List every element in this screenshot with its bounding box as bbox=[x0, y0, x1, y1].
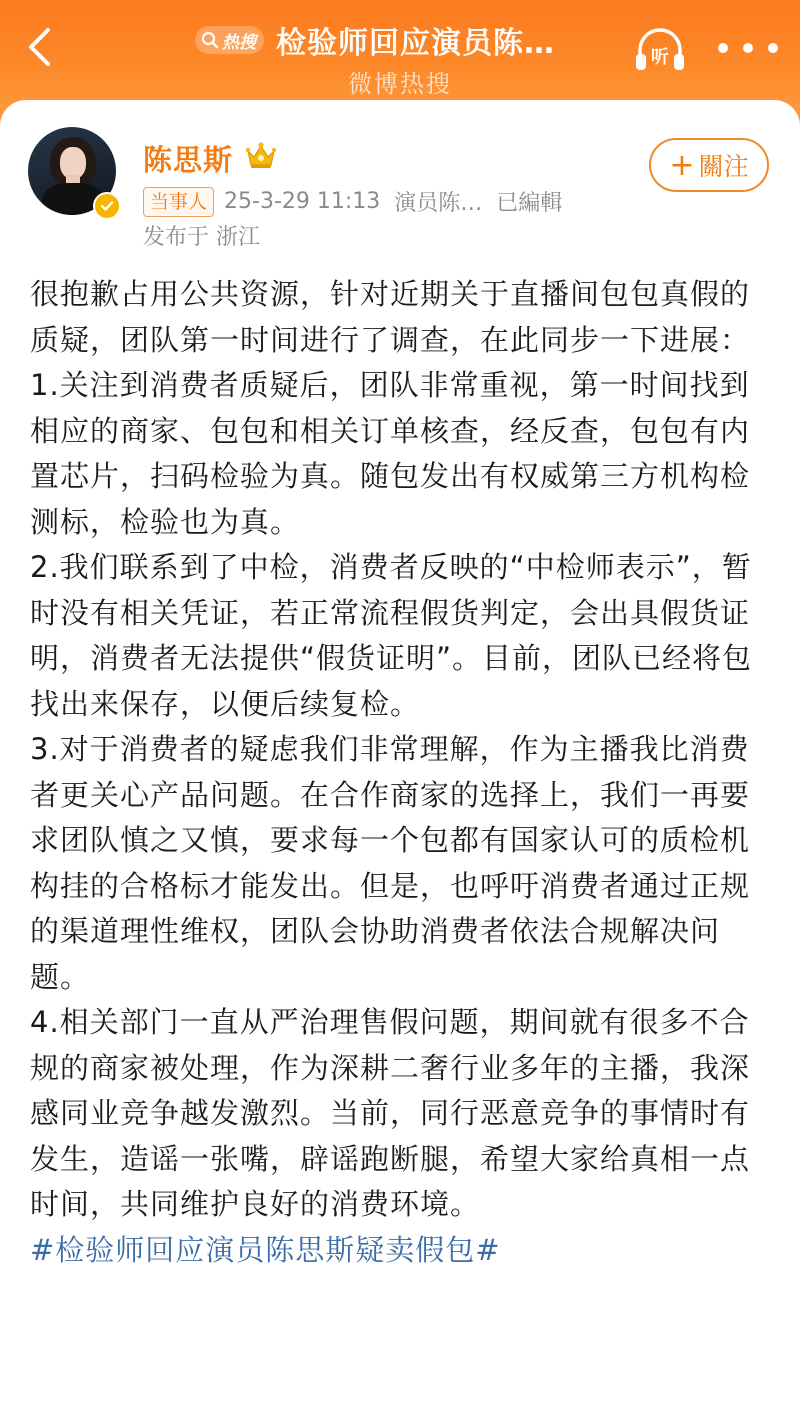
post-paragraph: 3.对于消费者的疑虑我们非常理解，作为主播我比消费者更关心产品问题。在合作商家的选择上，我们一再要求团队慎之又慎，要求每一个包都有国家认可的质检机构挂的合格标才能发出。但是，也呼吁消费者通过正规的渠道理性维权，团队会协助消费者依法合规解决问题。 bbox=[30, 732, 751, 994]
follow-button[interactable] bbox=[649, 138, 769, 192]
topic-title-group[interactable] bbox=[195, 18, 555, 62]
hashtag-link[interactable]: #检验师回应演员陈思斯疑卖假包# bbox=[30, 1232, 501, 1267]
party-tag: 当事人 bbox=[143, 187, 214, 217]
post-location: 发布于 浙江 bbox=[143, 225, 260, 250]
dot-icon bbox=[718, 43, 728, 53]
hot-search-badge bbox=[195, 26, 264, 54]
post-body bbox=[30, 272, 772, 1273]
listen-button[interactable] bbox=[632, 24, 688, 76]
post-paragraph: 2.我们联系到了中检，消费者反映的“中检师表示”，暂时没有相关凭证，若正常流程假货判定，会出具假货证明，消费者无法提供“假货证明”。目前，团队已经将包找出来保存，以便后续复检。 bbox=[30, 550, 753, 721]
follow-label: 關注 bbox=[698, 152, 749, 181]
topic-title: 检验师回应演员陈… bbox=[276, 26, 555, 61]
dot-icon bbox=[768, 43, 778, 53]
listen-label: 听 bbox=[651, 47, 669, 68]
post-card bbox=[0, 100, 800, 1415]
hot-search-label: 热搜 bbox=[222, 32, 256, 53]
top-header bbox=[0, 0, 800, 110]
post-timestamp: 25-3-29 11:13 bbox=[224, 189, 381, 214]
search-icon bbox=[201, 31, 219, 49]
crown-icon bbox=[245, 140, 277, 170]
post-source[interactable]: 演员陈… bbox=[394, 191, 483, 216]
post-paragraph: 4.相关部门一直从严治理售假问题，期间就有很多不合规的商家被处理，作为深耕二奢行业多年的主播，我深感同业竞争越发激烈。当前，同行恶意竞争的事情时有发生，造谣一张嘴，辟谣跑断腿，希望大家给真相一点时间，共同维护良好的消费环境。 bbox=[30, 1005, 751, 1221]
dot-icon bbox=[743, 43, 753, 53]
post-paragraph: 很抱歉占用公共资源，针对近期关于直播间包包真假的质疑，团队第一时间进行了调查，在此同步一下进展： bbox=[30, 277, 751, 357]
edited-label: 已編輯 bbox=[496, 191, 563, 216]
verified-icon bbox=[93, 192, 121, 220]
headphones-icon bbox=[632, 24, 688, 76]
plus-icon: + bbox=[669, 147, 695, 183]
more-options-button[interactable] bbox=[718, 30, 778, 66]
author-name[interactable]: 陈思斯 bbox=[143, 143, 234, 177]
chevron-left-icon bbox=[26, 27, 52, 67]
post-paragraph: 1.关注到消费者质疑后，团队非常重视，第一时间找到相应的商家、包包和相关订单核查，经反查，包包有内置芯片，扫码检验为真。随包发出有权威第三方机构检测标，检验也为真。 bbox=[30, 368, 751, 539]
post-meta bbox=[143, 186, 562, 217]
header-subtitle: 微博热搜 bbox=[348, 70, 452, 98]
